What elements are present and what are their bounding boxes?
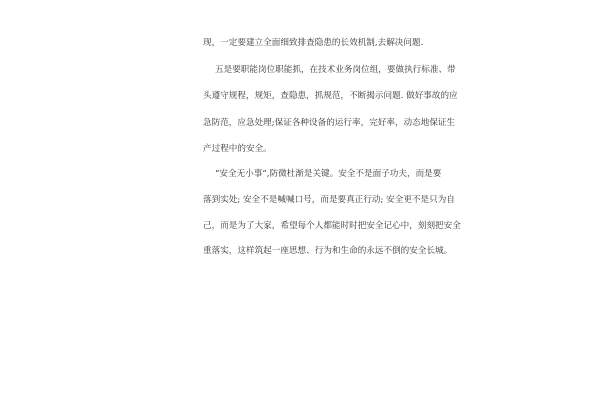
paragraph-line: 己，而是为了大家，希望每个人都能时时把安全记心中，刻刻把安全 bbox=[203, 221, 461, 231]
paragraph-line: 头遵守规程，规矩，查隐患，抓规范，不断揭示问题. 做好事故的应 bbox=[203, 91, 458, 101]
paragraph-line: 产过程中的安全。 bbox=[203, 144, 272, 154]
paragraph-line: “安全无小事”,防微杜渐是关键。安全不是面子功夫，而是要 bbox=[215, 169, 442, 179]
paragraph-line: 重落实，这样筑起一座思想、行为和生命的永远不倒的安全长城。 bbox=[203, 246, 453, 256]
paragraph-line: 五是要职能岗位职能抓，在技术业务岗位组，要做执行标准、带 bbox=[215, 65, 456, 75]
paragraph-line: 现，一定要建立全面细致排查隐患的长效机制,去解决问题. bbox=[203, 38, 424, 48]
paragraph-line: 急防范，应急处理;保证各种设备的运行率，完好率，动态地保证生 bbox=[203, 118, 456, 128]
paragraph-line: 落到实处; 安全不是喊喊口号，而是要真正行动; 安全更不是只为自 bbox=[203, 195, 455, 205]
